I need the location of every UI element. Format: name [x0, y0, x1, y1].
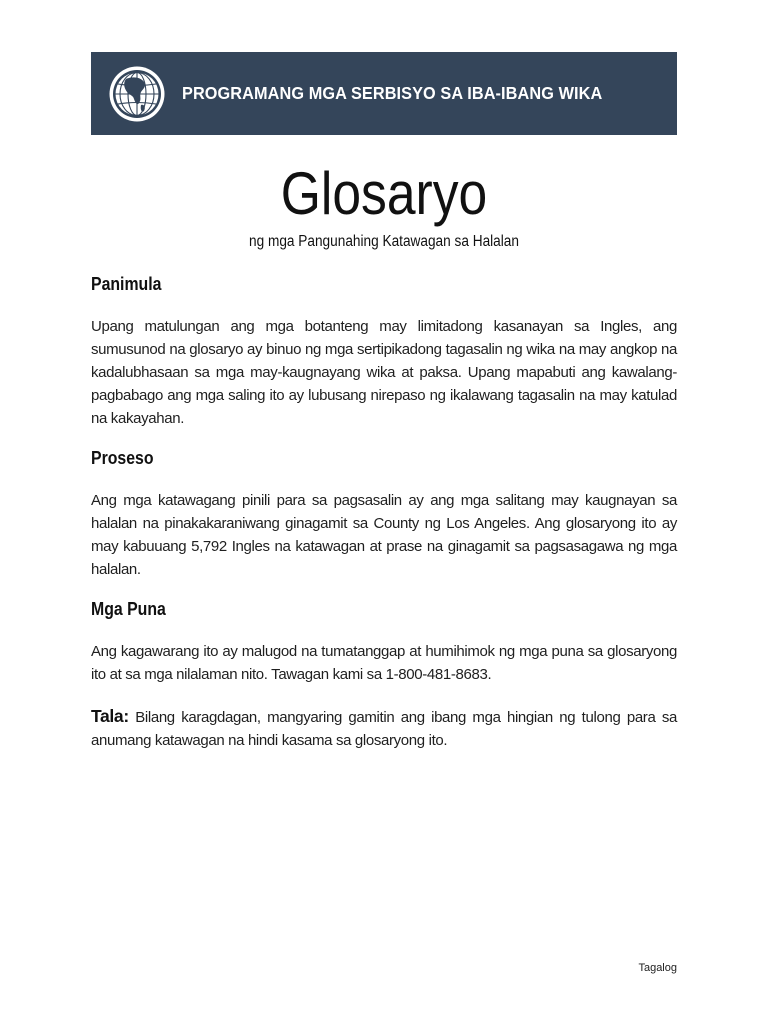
- document-title: Glosaryo: [280, 160, 488, 227]
- note-body: Bilang karagdagan, mangyaring gamitin ang ibang mga hingian ng tulong para sa anumang katawagan na hindi kasama sa glosaryong ito.: [91, 709, 677, 749]
- section-proseso: [91, 446, 677, 581]
- note: [91, 705, 677, 752]
- section-mga-puna: [91, 597, 677, 686]
- document-subtitle: ng mga Pangunahing Katawagan sa Halalan: [249, 233, 519, 250]
- note-paragraph: [91, 705, 677, 752]
- globe-icon: [108, 65, 166, 123]
- section-body: Upang matulungan ang mga botanteng may limitadong kasanayan sa Ingles, ang sumusunod na glosaryo ay binuo ng mga sertipikadong tagasalin ng wika na may angkop na kadalubhasaan sa mga may-kaugnayang wika at paksa. Upang mapabuti ang kawalang-pagbabago ang mga saling ito ay lubusang nirepaso ng ikalawang tagasalin na may katulad na kakayahan.: [91, 318, 677, 427]
- section-heading: Mga Puna: [91, 599, 166, 619]
- section-panimula: [91, 272, 677, 430]
- section-heading: Panimula: [91, 274, 162, 294]
- section-heading: Proseso: [91, 448, 154, 468]
- footer-language: Tagalog: [638, 962, 677, 974]
- section-body: Ang mga katawagang pinili para sa pagsasalin ay ang mga salitang may kaugnayan sa halalan na pinakakaraniwang ginagamit sa County ng Los Angeles. Ang glosaryong ito ay may kabuuang 5,792 Ingles na katawagan at prase na ginagamit sa pagsasagawa ng mga halalan.: [91, 492, 677, 578]
- program-name: PROGRAMANG MGA SERBISYO SA IBA-IBANG WIKA: [182, 83, 603, 103]
- program-banner: [91, 52, 677, 135]
- note-label: Tala:: [91, 706, 129, 726]
- section-body: Ang kagawarang ito ay malugod na tumatanggap at humihimok ng mga puna sa glosaryong ito at sa mga nilalaman nito. Tawagan kami sa 1-800-481-8683.: [91, 643, 677, 683]
